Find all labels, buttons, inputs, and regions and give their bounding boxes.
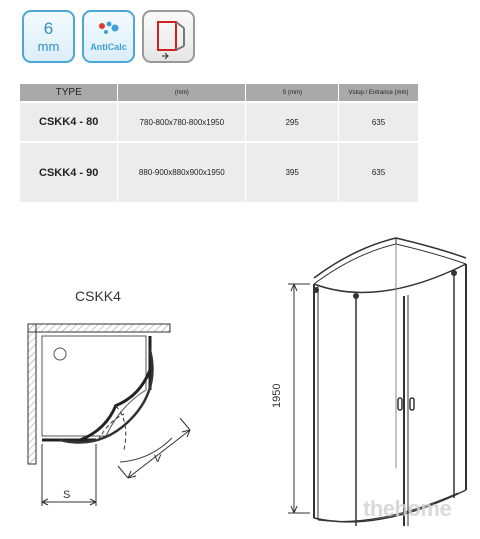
- col-header-entrance: Vstup / Entrance (mm): [339, 84, 419, 102]
- label-v: V: [154, 453, 162, 465]
- cell-s: 395: [246, 142, 339, 202]
- label-s: S: [63, 489, 71, 501]
- wall-left: [28, 324, 36, 464]
- door-opening-icon: [144, 12, 197, 65]
- plan-title: CSKK4: [75, 288, 121, 304]
- watermark: thehome: [363, 496, 452, 521]
- anticalc-label: AntiCalc: [90, 42, 127, 52]
- col-header-type: TYPE: [20, 84, 118, 102]
- thickness-value: 6: [43, 19, 54, 38]
- door-badge: [142, 10, 195, 63]
- cell-type: CSKK4 - 90: [20, 142, 118, 202]
- cell-s: 295: [246, 102, 339, 142]
- cabin-perspective-diagram: [258, 228, 473, 528]
- cell-type: CSKK4 - 80: [20, 102, 118, 142]
- table-row: [20, 102, 419, 142]
- drain-icon: [54, 348, 66, 360]
- cell-entrance: 635: [339, 102, 419, 142]
- cell-entrance: 635: [339, 142, 419, 202]
- table-header-row: [20, 84, 419, 102]
- wall-top: [28, 324, 170, 332]
- plan-view-diagram: [20, 310, 220, 520]
- door-handle-right: [410, 398, 414, 410]
- cell-dimensions: 880-900x880x900x1950: [118, 142, 246, 202]
- col-header-s: S (mm): [246, 84, 339, 102]
- height-label: 1950: [271, 383, 283, 408]
- col-header-dimensions: (mm): [118, 84, 246, 102]
- thickness-unit: mm: [37, 39, 60, 54]
- table-row: [20, 142, 419, 202]
- glass-thickness-badge: [22, 10, 75, 63]
- anticalc-badge: [82, 10, 135, 63]
- water-drops-icon: [96, 20, 122, 40]
- spec-table: [20, 84, 419, 202]
- door-handle-left: [398, 398, 402, 410]
- cell-dimensions: 780-800x780-800x1950: [118, 102, 246, 142]
